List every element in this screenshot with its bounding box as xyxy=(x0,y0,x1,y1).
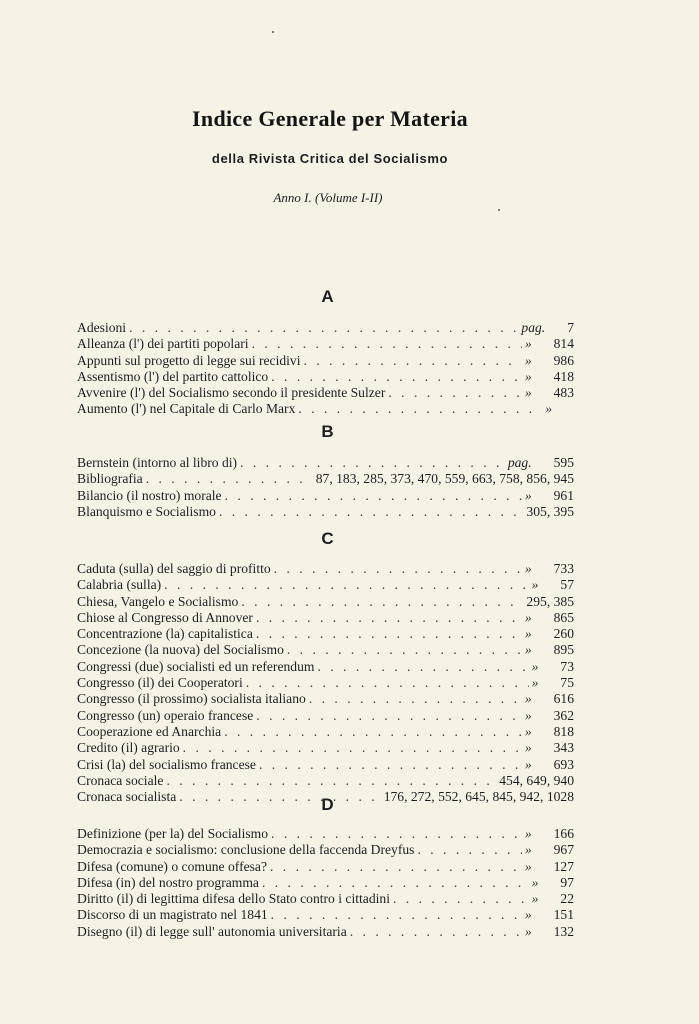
dot-leader xyxy=(240,455,505,471)
page-ref-marker: » xyxy=(524,626,532,642)
entry-title: Bilancio (il nostro) morale xyxy=(77,487,222,503)
entry-title: Concentrazione (la) capitalistica xyxy=(77,626,253,642)
entry-page-ref xyxy=(525,740,574,756)
page-numbers: 818 xyxy=(553,723,574,739)
index-entry xyxy=(77,740,574,756)
page-numbers: 418 xyxy=(553,368,574,384)
index-entry xyxy=(77,471,574,487)
page-ref-marker: » xyxy=(524,923,532,939)
dot-leader xyxy=(271,826,522,842)
dot-leader xyxy=(350,924,522,940)
index-entry xyxy=(77,826,574,842)
page-ref-marker: » xyxy=(524,487,532,503)
page-numbers: 57 xyxy=(560,577,574,593)
entry-page-ref xyxy=(525,626,574,642)
index-entry xyxy=(77,504,574,520)
index-entry xyxy=(77,320,574,336)
page-numbers: 97 xyxy=(560,874,574,890)
dot-leader xyxy=(287,642,522,658)
entry-page-ref xyxy=(521,320,574,336)
index-entry xyxy=(77,757,574,773)
entry-title: Cronaca socialista xyxy=(77,789,177,805)
entry-title: Appunti sul progetto di legge sui recidivi xyxy=(77,352,301,368)
entry-page-ref xyxy=(525,907,574,923)
page-numbers: 961 xyxy=(553,487,574,503)
page-numbers: 127 xyxy=(553,858,574,874)
page-numbers: 73 xyxy=(560,658,574,674)
page-numbers: 967 xyxy=(553,842,574,858)
page-numbers: 166 xyxy=(553,826,574,841)
index-entry xyxy=(77,488,574,504)
page-numbers: 343 xyxy=(553,740,574,756)
dot-leader xyxy=(219,504,523,520)
entry-title: Concezione (la nuova) del Socialismo xyxy=(77,642,284,658)
entry-title: Congressi (due) socialisti ed un referendum xyxy=(77,658,315,674)
index-entry xyxy=(77,875,574,891)
entry-page-ref xyxy=(525,561,574,577)
entry-title: Difesa (in) del nostro programma xyxy=(77,874,259,890)
dot-leader xyxy=(259,757,522,773)
dot-leader xyxy=(309,691,522,707)
page-numbers: 693 xyxy=(553,756,574,772)
index-entry xyxy=(77,577,574,593)
page-ref-marker: » xyxy=(531,675,539,691)
page-ref-marker: » xyxy=(531,891,539,907)
dot-leader xyxy=(225,488,522,504)
entry-page-ref xyxy=(525,859,574,875)
index-entry xyxy=(77,708,574,724)
page-numbers: 986 xyxy=(553,352,574,368)
page-ref-marker: » xyxy=(524,609,532,625)
index-entry xyxy=(77,353,574,369)
index-entry xyxy=(77,724,574,740)
entry-page-ref xyxy=(532,577,574,593)
entry-page-ref xyxy=(526,594,574,610)
dot-leader xyxy=(146,471,313,487)
entry-page-ref xyxy=(525,924,574,940)
entry-title: Avvenire (l') del Socialismo secondo il presidente Sulzer xyxy=(77,385,386,401)
entry-page-ref xyxy=(545,401,574,417)
entry-title: Congresso (il) dei Cooperatori xyxy=(77,675,243,691)
dot-leader xyxy=(129,320,518,336)
dot-leader xyxy=(183,740,522,756)
entry-page-ref xyxy=(525,336,574,352)
page-numbers: 75 xyxy=(560,675,574,691)
page-ref-marker: » xyxy=(524,907,532,923)
entry-title: Assentismo (l') del partito cattolico xyxy=(77,368,269,384)
index-entry xyxy=(77,626,574,642)
dot-leader xyxy=(241,594,523,610)
page-numbers: 7 xyxy=(567,320,574,335)
index-section-list xyxy=(77,320,574,418)
entry-page-ref xyxy=(525,842,574,858)
entry-title: Diritto (il) di legittima difesa dello Stato contro i cittadini xyxy=(77,891,390,907)
entry-title: Chiose al Congresso di Annover xyxy=(77,609,253,625)
entry-title: Difesa (comune) o comune offesa? xyxy=(77,858,267,874)
page-title: Indice Generale per Materia xyxy=(192,106,468,131)
page-speck xyxy=(272,31,274,33)
entry-title: Definizione (per la) del Socialismo xyxy=(77,826,269,841)
page-ref-marker: » xyxy=(524,707,532,723)
entry-title: Alleanza (l') dei partiti popolari xyxy=(77,336,249,352)
index-entry xyxy=(77,691,574,707)
page-ref-marker: » xyxy=(545,401,552,417)
index-entry xyxy=(77,659,574,675)
entry-page-ref xyxy=(526,504,574,520)
page-ref-marker: pag. xyxy=(507,455,532,470)
page-ref-marker: » xyxy=(524,842,532,858)
entry-title: Bernstein (intorno al libro di) xyxy=(77,455,238,470)
volume-year: Anno I. (Volume I-II) xyxy=(273,190,383,205)
page-ref-marker: » xyxy=(524,826,532,841)
page-numbers: 616 xyxy=(553,691,574,707)
entry-title: Aumento (l') nel Capitale di Carlo Marx xyxy=(77,401,296,417)
entry-page-ref xyxy=(508,455,574,471)
page-numbers: 87, 183, 285, 373, 470, 559, 663, 758, 856, 945 xyxy=(315,471,574,487)
page-numbers: 22 xyxy=(560,891,574,907)
entry-title: Caduta (sulla) del saggio di profitto xyxy=(77,561,271,576)
dot-leader xyxy=(164,577,528,593)
entry-page-ref xyxy=(499,773,574,789)
entry-title: Chiesa, Vangelo e Socialismo xyxy=(77,593,239,609)
index-entry xyxy=(77,924,574,940)
page-ref-marker: » xyxy=(531,874,539,890)
entry-title: Adesioni xyxy=(77,320,127,335)
page-ref-marker: » xyxy=(531,577,539,593)
page-numbers: 132 xyxy=(553,923,574,939)
index-entry xyxy=(77,842,574,858)
dot-leader xyxy=(246,675,529,691)
entry-title: Discorso di un magistrato nel 1841 xyxy=(77,907,268,923)
entry-page-ref xyxy=(525,488,574,504)
index-entry xyxy=(77,455,574,471)
dot-leader xyxy=(224,724,522,740)
dot-leader xyxy=(270,859,522,875)
dot-leader xyxy=(256,708,522,724)
page-ref-marker: » xyxy=(524,691,532,707)
index-entry xyxy=(77,610,574,626)
entry-title: Calabria (sulla) xyxy=(77,577,162,593)
index-entry xyxy=(77,859,574,875)
page-ref-marker: » xyxy=(524,740,532,756)
index-entry xyxy=(77,891,574,907)
entry-title: Crisi (la) del socialismo francese xyxy=(77,756,256,772)
entry-page-ref xyxy=(525,610,574,626)
page-numbers: 483 xyxy=(553,385,574,401)
page-ref-marker: » xyxy=(524,723,532,739)
entry-page-ref xyxy=(525,757,574,773)
dot-leader xyxy=(271,369,522,385)
dot-leader xyxy=(417,842,521,858)
entry-page-ref xyxy=(316,471,574,487)
page-numbers: 454, 649, 940 xyxy=(499,772,574,788)
page-subtitle: della Rivista Critica del Socialismo xyxy=(211,151,449,166)
page-numbers: 865 xyxy=(553,609,574,625)
dot-leader xyxy=(271,907,522,923)
page-ref-marker: » xyxy=(524,385,532,401)
page-ref-marker: » xyxy=(524,368,532,384)
page-ref-marker: » xyxy=(524,858,532,874)
entry-title: Bibliografia xyxy=(77,471,143,487)
section-letter: B xyxy=(321,422,335,441)
dot-leader xyxy=(298,401,542,417)
index-entry xyxy=(77,401,574,417)
page-ref-marker: » xyxy=(524,561,532,576)
index-section-list xyxy=(77,561,574,805)
page-ref-marker: » xyxy=(524,336,532,352)
page-numbers: 260 xyxy=(553,626,574,642)
page-ref-marker: » xyxy=(524,756,532,772)
page-ref-marker: pag. xyxy=(521,320,546,335)
entry-title: Congresso (un) operaio francese xyxy=(77,707,254,723)
entry-title: Congresso (il prossimo) socialista italiano xyxy=(77,691,306,707)
entry-page-ref xyxy=(525,369,574,385)
entry-page-ref xyxy=(532,875,574,891)
dot-leader xyxy=(304,353,522,369)
section-letter: A xyxy=(321,287,335,306)
entry-page-ref xyxy=(525,724,574,740)
page-numbers: 595 xyxy=(553,455,574,470)
page-ref-marker: » xyxy=(524,352,532,368)
dot-leader xyxy=(262,875,529,891)
index-entry xyxy=(77,369,574,385)
entry-page-ref xyxy=(525,385,574,401)
entry-page-ref xyxy=(525,708,574,724)
dot-leader xyxy=(166,773,496,789)
section-letter: C xyxy=(321,529,335,548)
entry-title: Cronaca sociale xyxy=(77,772,164,788)
entry-page-ref xyxy=(525,642,574,658)
entry-page-ref xyxy=(525,353,574,369)
index-entry xyxy=(77,642,574,658)
entry-title: Cooperazione ed Anarchia xyxy=(77,723,222,739)
entry-title: Blanquismo e Socialismo xyxy=(77,503,216,519)
page-numbers: 362 xyxy=(553,707,574,723)
index-entry xyxy=(77,773,574,789)
dot-leader xyxy=(388,385,521,401)
entry-title: Democrazia e socialismo: conclusione della faccenda Dreyfus xyxy=(77,842,415,858)
page-numbers: 895 xyxy=(553,642,574,658)
page-numbers: 733 xyxy=(553,561,574,576)
page-numbers: 176, 272, 552, 645, 845, 942, 1028 xyxy=(383,789,574,805)
section-letter: D xyxy=(321,795,335,814)
page-ref-marker: » xyxy=(531,658,539,674)
entry-page-ref xyxy=(532,659,574,675)
page-ref-marker: » xyxy=(524,642,532,658)
index-entry xyxy=(77,907,574,923)
entry-title: Disegno (il) di legge sull' autonomia universitaria xyxy=(77,923,347,939)
dot-leader xyxy=(252,336,522,352)
entry-page-ref xyxy=(525,691,574,707)
index-section-list xyxy=(77,455,574,520)
page-numbers: 151 xyxy=(553,907,574,923)
dot-leader xyxy=(256,626,522,642)
index-entry xyxy=(77,594,574,610)
index-entry xyxy=(77,675,574,691)
index-entry xyxy=(77,561,574,577)
entry-title: Credito (il) agrario xyxy=(77,740,180,756)
page-numbers: 814 xyxy=(553,336,574,352)
dot-leader xyxy=(274,561,522,577)
index-entry xyxy=(77,336,574,352)
index-entry xyxy=(77,385,574,401)
dot-leader xyxy=(256,610,522,626)
page-speck xyxy=(498,209,500,211)
entry-page-ref xyxy=(525,826,574,842)
entry-page-ref xyxy=(532,675,574,691)
page-numbers: 305, 395 xyxy=(526,503,574,519)
index-section-list xyxy=(77,826,574,940)
page-numbers: 295, 385 xyxy=(526,593,574,609)
dot-leader xyxy=(317,659,528,675)
entry-page-ref xyxy=(532,891,574,907)
dot-leader xyxy=(393,891,529,907)
